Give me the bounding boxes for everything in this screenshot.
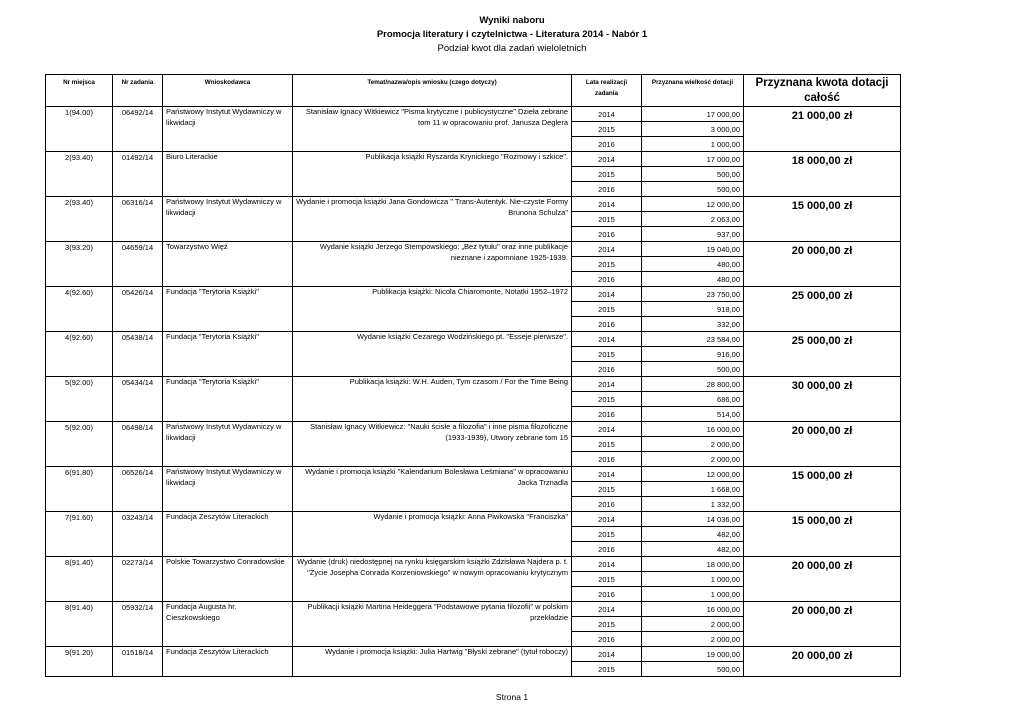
cell-year-amount: 482,00 — [642, 542, 744, 557]
cell-year-amount: 916,00 — [642, 347, 744, 362]
table-header-row — [46, 75, 901, 107]
cell-task-no: 06316/14 — [113, 197, 163, 242]
cell-year: 2015 — [572, 302, 642, 317]
cell-year: 2014 — [572, 287, 642, 302]
header-total: Przyznana kwota dotacji całość — [744, 75, 901, 107]
cell-year: 2016 — [572, 542, 642, 557]
cell-subject: Wydanie i promocja książki: Anna Piwkowska "Franciszka" — [293, 512, 572, 557]
cell-total: 18 000,00 zł — [744, 152, 901, 197]
cell-place: 4(92.60) — [46, 332, 113, 377]
cell-year-amount: 2 000,00 — [642, 617, 744, 632]
cell-place: 2(93.40) — [46, 197, 113, 242]
cell-year-amount: 480,00 — [642, 257, 744, 272]
cell-total: 20 000,00 zł — [744, 602, 901, 647]
table-row — [46, 377, 901, 392]
cell-applicant: Fundacja Zeszytów Literackich — [163, 512, 293, 557]
cell-applicant: Fundacja "Terytoria Książki" — [163, 377, 293, 422]
cell-subject: Wydanie książki Jerzego Stempowskiego: „Bez tytułu" oraz inne publikacje nieznane i zapomniane 1925-1939. — [293, 242, 572, 287]
table-row — [46, 197, 901, 212]
cell-task-no: 03243/14 — [113, 512, 163, 557]
table-body — [46, 107, 901, 677]
cell-year-amount: 500,00 — [642, 362, 744, 377]
cell-year: 2015 — [572, 212, 642, 227]
cell-total: 15 000,00 zł — [744, 197, 901, 242]
cell-year: 2016 — [572, 182, 642, 197]
cell-task-no: 06492/14 — [113, 107, 163, 152]
cell-year: 2016 — [572, 587, 642, 602]
cell-applicant: Fundacja "Terytoria Książki" — [163, 287, 293, 332]
table-row — [46, 287, 901, 302]
cell-year-amount: 16 000,00 — [642, 602, 744, 617]
cell-year: 2015 — [572, 437, 642, 452]
table-row — [46, 152, 901, 167]
cell-place: 7(91.60) — [46, 512, 113, 557]
cell-total: 20 000,00 zł — [744, 557, 901, 602]
cell-year-amount: 332,00 — [642, 317, 744, 332]
cell-year-amount: 12 000,00 — [642, 197, 744, 212]
cell-year: 2014 — [572, 647, 642, 662]
cell-year-amount: 2 000,00 — [642, 452, 744, 467]
cell-year: 2014 — [572, 152, 642, 167]
cell-year-amount: 3 000,00 — [642, 122, 744, 137]
cell-applicant: Polskie Towarzystwo Conradowskie — [163, 557, 293, 602]
cell-year-amount: 500,00 — [642, 662, 744, 677]
header-subject: Temat/nazwa/opis wniosku (czego dotyczy) — [293, 75, 572, 107]
cell-year-amount: 1 000,00 — [642, 587, 744, 602]
cell-applicant: Państwowy Instytut Wydawniczy w likwidacji — [163, 107, 293, 152]
cell-task-no: 05426/14 — [113, 287, 163, 332]
cell-place: 8(91.40) — [46, 557, 113, 602]
cell-year: 2014 — [572, 602, 642, 617]
cell-year: 2014 — [572, 242, 642, 257]
table-row — [46, 647, 901, 662]
cell-applicant: Państwowy Instytut Wydawniczy w likwidacji — [163, 197, 293, 242]
cell-applicant: Fundacja Augusta hr. Cieszkowskiego — [163, 602, 293, 647]
cell-total: 25 000,00 zł — [744, 287, 901, 332]
page-footer: Strona 1 — [495, 692, 529, 702]
cell-year: 2016 — [572, 497, 642, 512]
cell-place: 8(91.40) — [46, 602, 113, 647]
cell-year-amount: 500,00 — [642, 182, 744, 197]
cell-year: 2016 — [572, 272, 642, 287]
table-row — [46, 422, 901, 437]
table-row — [46, 557, 901, 572]
cell-year-amount: 2 000,00 — [642, 437, 744, 452]
table-row — [46, 107, 901, 122]
cell-year: 2014 — [572, 422, 642, 437]
cell-year: 2016 — [572, 362, 642, 377]
cell-task-no: 05932/14 — [113, 602, 163, 647]
cell-total: 21 000,00 zł — [744, 107, 901, 152]
cell-year-amount: 482,00 — [642, 527, 744, 542]
cell-applicant: Państwowy Instytut Wydawniczy w likwidacji — [163, 467, 293, 512]
cell-place: 2(93.40) — [46, 152, 113, 197]
cell-year-amount: 23 750,00 — [642, 287, 744, 302]
cell-subject: Stanisław Ignacy Witkiewicz: "Nauki ścisłe a filozofia" i inne pisma filozoficzne (1933-1939), Utwory zebrane tom 15 — [293, 422, 572, 467]
cell-task-no: 04659/14 — [113, 242, 163, 287]
cell-year-amount: 686,00 — [642, 392, 744, 407]
cell-year: 2014 — [572, 377, 642, 392]
results-table — [45, 74, 901, 677]
cell-year-amount: 23 584,00 — [642, 332, 744, 347]
cell-year-amount: 1 668,00 — [642, 482, 744, 497]
header-place: Nr miejsca — [46, 75, 113, 107]
cell-year-amount: 19 000,00 — [642, 647, 744, 662]
table-row — [46, 512, 901, 527]
cell-place: 9(91.20) — [46, 647, 113, 677]
cell-year: 2015 — [572, 662, 642, 677]
cell-total: 25 000,00 zł — [744, 332, 901, 377]
cell-subject: Wydanie (druk) niedostępnej na rynku księgarskim książki Zdzisława Najdera p. t. "Życie Josepha Conrada Korzeniowskiego" w nowym opracowaniu krytycznym — [293, 557, 572, 602]
cell-year: 2016 — [572, 227, 642, 242]
cell-place: 3(93.20) — [46, 242, 113, 287]
cell-year: 2014 — [572, 332, 642, 347]
document-subtitle: Promocja literatury i czytelnictwa - Literatura 2014 - Nabór 1 — [376, 29, 648, 40]
cell-year-amount: 16 000,00 — [642, 422, 744, 437]
header-applicant: Wnioskodawca — [163, 75, 293, 107]
cell-total: 30 000,00 zł — [744, 377, 901, 422]
cell-year-amount: 1 332,00 — [642, 497, 744, 512]
cell-place: 5(92.00) — [46, 377, 113, 422]
cell-total: 20 000,00 zł — [744, 647, 901, 677]
cell-applicant: Towarzystwo Więź — [163, 242, 293, 287]
cell-task-no: 05438/14 — [113, 332, 163, 377]
cell-year-amount: 480,00 — [642, 272, 744, 287]
cell-year-amount: 19 040,00 — [642, 242, 744, 257]
cell-total: 20 000,00 zł — [744, 422, 901, 467]
cell-year-amount: 12 000,00 — [642, 467, 744, 482]
cell-year-amount: 2 063,00 — [642, 212, 744, 227]
cell-year: 2016 — [572, 632, 642, 647]
cell-place: 1(94.00) — [46, 107, 113, 152]
cell-year: 2016 — [572, 452, 642, 467]
cell-year: 2015 — [572, 122, 642, 137]
cell-subject: Publikacji książki Martina Heideggera "Podstawowe pytania filozofii" w polskim przekładzie — [293, 602, 572, 647]
document-title: Wyniki naboru — [479, 15, 545, 26]
table-row — [46, 242, 901, 257]
cell-year: 2016 — [572, 137, 642, 152]
cell-subject: Wydanie książki Cezarego Wodzińskiego pt. "Esseje pierwsze". — [293, 332, 572, 377]
cell-subject: Stanisław Ignacy Witkiewicz "Pisma krytyczne i publicystyczne" Dzieła zebrane tom 11 w opracowaniu prof. Janusza Deglera — [293, 107, 572, 152]
cell-year: 2016 — [572, 317, 642, 332]
table-row — [46, 467, 901, 482]
cell-year: 2015 — [572, 347, 642, 362]
cell-place: 6(91.80) — [46, 467, 113, 512]
cell-place: 4(92.60) — [46, 287, 113, 332]
document-section-title: Podział kwot dla zadań wieloletnich — [437, 43, 587, 54]
cell-year-amount: 1 000,00 — [642, 572, 744, 587]
cell-task-no: 06526/14 — [113, 467, 163, 512]
cell-year: 2016 — [572, 407, 642, 422]
cell-year: 2014 — [572, 557, 642, 572]
cell-year: 2015 — [572, 527, 642, 542]
cell-year-amount: 937,00 — [642, 227, 744, 242]
cell-subject: Wydanie i promocja książki "Kalendarium Bolesława Leśmiana" w opracowaniu Jacka Trznadla — [293, 467, 572, 512]
cell-total: 20 000,00 zł — [744, 242, 901, 287]
cell-subject: Publikacja książki: Nicola Chiaromonte, Notatki 1952–1972 — [293, 287, 572, 332]
cell-year-amount: 28 800,00 — [642, 377, 744, 392]
cell-year: 2014 — [572, 467, 642, 482]
cell-year: 2015 — [572, 257, 642, 272]
cell-task-no: 02273/14 — [113, 557, 163, 602]
cell-year-amount: 1 000,00 — [642, 137, 744, 152]
header-years: Lata realizacji zadania — [572, 75, 642, 107]
cell-applicant: Fundacja Zeszytów Literackich — [163, 647, 293, 677]
header-year-amount: Przyznana wielkość dotacji — [642, 75, 744, 107]
cell-applicant: Fundacja "Terytoria Książki" — [163, 332, 293, 377]
cell-task-no: 01492/14 — [113, 152, 163, 197]
cell-year: 2015 — [572, 617, 642, 632]
cell-year: 2014 — [572, 512, 642, 527]
cell-year: 2015 — [572, 392, 642, 407]
cell-subject: Wydanie i promocja książki Jana Gondowicza " Trans-Autentyk. Nie-czyste Formy Brunona Schulza" — [293, 197, 572, 242]
cell-applicant: Państwowy Instytut Wydawniczy w likwidacji — [163, 422, 293, 467]
cell-year-amount: 514,00 — [642, 407, 744, 422]
cell-applicant: Biuro Literackie — [163, 152, 293, 197]
table-row — [46, 332, 901, 347]
cell-total: 15 000,00 zł — [744, 512, 901, 557]
cell-year-amount: 18 000,00 — [642, 557, 744, 572]
cell-task-no: 06498/14 — [113, 422, 163, 467]
cell-total: 15 000,00 zł — [744, 467, 901, 512]
cell-year-amount: 500,00 — [642, 167, 744, 182]
cell-year-amount: 14 036,00 — [642, 512, 744, 527]
cell-year: 2015 — [572, 572, 642, 587]
cell-task-no: 05434/14 — [113, 377, 163, 422]
cell-year-amount: 2 000,00 — [642, 632, 744, 647]
cell-year: 2014 — [572, 197, 642, 212]
cell-year: 2015 — [572, 167, 642, 182]
cell-year-amount: 918,00 — [642, 302, 744, 317]
cell-subject: Wydanie i promocja książki: Julia Hartwig "Błyski zebrane" (tytuł roboczy) — [293, 647, 572, 677]
cell-place: 5(92.00) — [46, 422, 113, 467]
cell-task-no: 01518/14 — [113, 647, 163, 677]
cell-subject: Publikacja książki Ryszarda Krynickiego "Rozmowy i szkice". — [293, 152, 572, 197]
header-task-no: Nr zadania — [113, 75, 163, 107]
table-row — [46, 602, 901, 617]
cell-year: 2014 — [572, 107, 642, 122]
cell-year-amount: 17 000,00 — [642, 107, 744, 122]
cell-subject: Publikacja książki: W.H. Auden, Tym czasom / For the Time Being — [293, 377, 572, 422]
cell-year-amount: 17 000,00 — [642, 152, 744, 167]
cell-year: 2015 — [572, 482, 642, 497]
